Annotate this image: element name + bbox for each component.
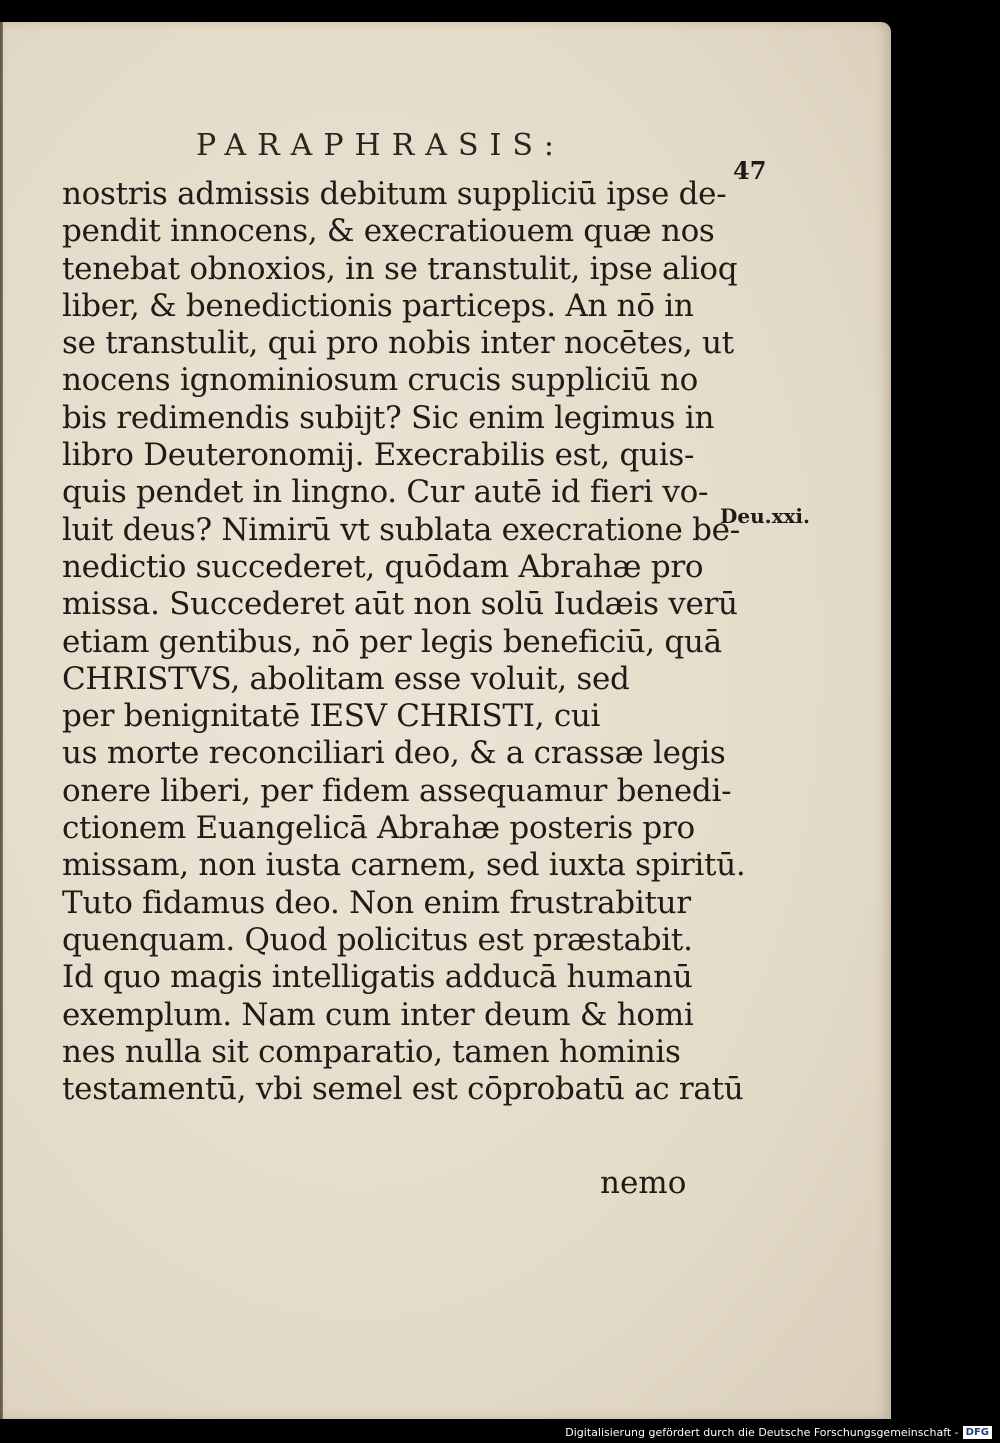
catchword: nemo <box>600 1165 687 1201</box>
text-line: libro Deuteronomij. Execrabilis est, quis- <box>62 437 695 474</box>
text-line: quenquam. Quod policitus est præstabit. <box>62 921 693 958</box>
text-line: etiam gentibus, nō per legis beneficiū, quā <box>62 623 722 660</box>
text-line: nostris admissis debitum suppliciū ipse de- <box>62 176 727 212</box>
dfg-logo: DFG <box>963 1426 992 1439</box>
text-line: Id quo magis intelligatis adducā humanū <box>62 959 693 996</box>
text-line: pendit innocens, & execratiouem quæ nos <box>62 213 715 250</box>
text-line: missam, non iusta carnem, sed iuxta spiritū. <box>62 847 746 884</box>
text-line: missa. Succederet aūt non solū Iudæis verū <box>62 586 738 623</box>
credit-text: Digitalisierung gefördert durch die Deutsche Forschungsgemeinschaft - <box>565 1426 959 1439</box>
text-line: testamentū, vbi semel est cōprobatū ac ratū <box>62 1071 744 1108</box>
text-line: per benignitatē IESV CHRISTI, cui <box>62 698 601 735</box>
page-number: 47 <box>733 156 767 185</box>
text-line: us morte reconciliari deo, & a crassæ legis <box>62 735 726 772</box>
text-line: luit deus? Nimirū vt sublata execratione be- <box>62 511 740 548</box>
text-line: tenebat obnoxios, in se transtulit, ipse alioq <box>62 250 738 287</box>
text-line: exemplum. Nam cum inter deum & homi <box>62 996 694 1033</box>
text-line: nes nulla sit comparatio, tamen hominis <box>62 1033 681 1070</box>
text-line: onere liberi, per fidem assequamur benedi- <box>62 772 732 809</box>
text-line: se transtulit, qui pro nobis inter nocētes, ut <box>62 325 734 362</box>
text-line: bis redimendis subijt? Sic enim legimus in <box>62 399 715 436</box>
marginal-note: Deu.xxi. <box>720 504 810 528</box>
text-line: quis pendet in lingno. Cur autē id fieri vo- <box>62 474 709 511</box>
body-text <box>62 176 746 1108</box>
digitization-credit <box>565 1426 992 1439</box>
running-head: PARAPHRASIS: <box>196 128 566 163</box>
text-line: CHRISTVS, abolitam esse voluit, sed <box>62 660 630 697</box>
text-line: ctionem Euangelicā Abrahæ posteris pro <box>62 810 695 847</box>
text-line: nocens ignominiosum crucis suppliciū no <box>62 362 699 399</box>
text-line: nedictio succederet, quōdam Abrahæ pro <box>62 548 704 585</box>
text-line: Tuto fidamus deo. Non enim frustrabitur <box>62 884 691 921</box>
text-line: liber, & benedictionis particeps. An nō in <box>62 287 694 324</box>
